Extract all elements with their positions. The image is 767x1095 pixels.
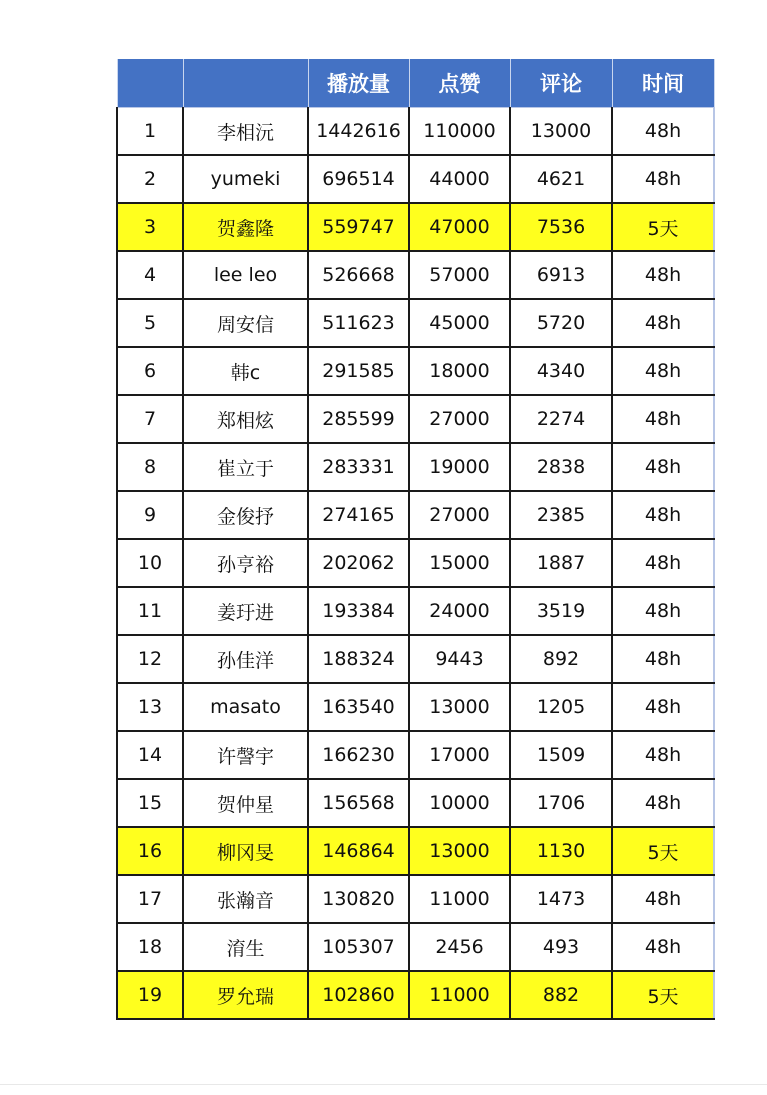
likes-cell: 27000 [409,491,510,539]
header-name [183,59,308,108]
comments-cell: 2385 [510,491,612,539]
likes-cell: 110000 [409,108,510,156]
time-cell: 48h [612,443,714,491]
rank-cell: 5 [117,299,183,347]
rank-cell: 4 [117,251,183,299]
header-comments: 评论 [510,59,612,108]
time-cell: 48h [612,251,714,299]
comments-cell: 2274 [510,395,612,443]
likes-cell: 15000 [409,539,510,587]
time-cell: 48h [612,299,714,347]
table-row [117,971,714,1019]
plays-cell: 291585 [308,347,409,395]
header-rank [117,59,183,108]
name-cell: 罗允瑞 [183,971,308,1019]
plays-cell: 163540 [308,683,409,731]
name-cell: 贺鑫隆 [183,203,308,251]
table-row [117,299,714,347]
table-row [117,443,714,491]
likes-cell: 44000 [409,155,510,203]
likes-cell: 2456 [409,923,510,971]
time-cell: 5天 [612,827,714,875]
time-cell: 5天 [612,971,714,1019]
rank-cell: 11 [117,587,183,635]
likes-cell: 11000 [409,875,510,923]
rank-cell: 9 [117,491,183,539]
rank-cell: 12 [117,635,183,683]
likes-cell: 13000 [409,683,510,731]
name-cell: masato [183,683,308,731]
plays-cell: 130820 [308,875,409,923]
table-row [117,587,714,635]
rank-cell: 1 [117,108,183,156]
rank-cell: 13 [117,683,183,731]
likes-cell: 9443 [409,635,510,683]
rank-cell: 10 [117,539,183,587]
comments-cell: 6913 [510,251,612,299]
comments-cell: 5720 [510,299,612,347]
time-cell: 48h [612,635,714,683]
likes-cell: 19000 [409,443,510,491]
rank-cell: 19 [117,971,183,1019]
time-cell: 48h [612,539,714,587]
plays-cell: 696514 [308,155,409,203]
likes-cell: 27000 [409,395,510,443]
comments-cell: 13000 [510,108,612,156]
likes-cell: 10000 [409,779,510,827]
plays-cell: 511623 [308,299,409,347]
rank-cell: 3 [117,203,183,251]
likes-cell: 45000 [409,299,510,347]
name-cell: 郑相炫 [183,395,308,443]
name-cell: 柳冈旻 [183,827,308,875]
plays-cell: 166230 [308,731,409,779]
name-cell: 张瀚音 [183,875,308,923]
table-row [117,108,714,156]
table-row [117,923,714,971]
comments-cell: 1205 [510,683,612,731]
table-row [117,683,714,731]
table-row [117,827,714,875]
comments-cell: 1130 [510,827,612,875]
ranking-sheet [116,59,713,1020]
time-cell: 48h [612,155,714,203]
header-time: 时间 [612,59,714,108]
plays-cell: 193384 [308,587,409,635]
header-row [117,59,714,108]
likes-cell: 18000 [409,347,510,395]
rank-cell: 18 [117,923,183,971]
name-cell: 孙佳洋 [183,635,308,683]
name-cell: 周安信 [183,299,308,347]
time-cell: 48h [612,923,714,971]
header-plays: 播放量 [308,59,409,108]
comments-cell: 1473 [510,875,612,923]
time-cell: 48h [612,779,714,827]
rank-cell: 2 [117,155,183,203]
likes-cell: 13000 [409,827,510,875]
name-cell: 崔立于 [183,443,308,491]
plays-cell: 274165 [308,491,409,539]
time-cell: 48h [612,587,714,635]
table-body [117,108,714,1020]
table-row [117,635,714,683]
plays-cell: 156568 [308,779,409,827]
rank-cell: 8 [117,443,183,491]
time-cell: 48h [612,347,714,395]
name-cell: 韩c [183,347,308,395]
time-cell: 48h [612,395,714,443]
table-row [117,155,714,203]
likes-cell: 17000 [409,731,510,779]
time-cell: 48h [612,491,714,539]
comments-cell: 4621 [510,155,612,203]
likes-cell: 11000 [409,971,510,1019]
table-row [117,491,714,539]
comments-cell: 2838 [510,443,612,491]
comments-cell: 7536 [510,203,612,251]
comments-cell: 4340 [510,347,612,395]
plays-cell: 146864 [308,827,409,875]
plays-cell: 202062 [308,539,409,587]
time-cell: 48h [612,875,714,923]
page-divider [0,1084,767,1085]
plays-cell: 283331 [308,443,409,491]
plays-cell: 102860 [308,971,409,1019]
plays-cell: 188324 [308,635,409,683]
plays-cell: 559747 [308,203,409,251]
name-cell: 金俊抒 [183,491,308,539]
name-cell: 孙亨裕 [183,539,308,587]
plays-cell: 526668 [308,251,409,299]
comments-cell: 1706 [510,779,612,827]
name-cell: 淯生 [183,923,308,971]
table-row [117,347,714,395]
time-cell: 5天 [612,203,714,251]
likes-cell: 47000 [409,203,510,251]
table-row [117,203,714,251]
table-row [117,731,714,779]
time-cell: 48h [612,731,714,779]
table-row [117,779,714,827]
rank-cell: 15 [117,779,183,827]
name-cell: lee leo [183,251,308,299]
plays-cell: 1442616 [308,108,409,156]
name-cell: 李相沅 [183,108,308,156]
ranking-table [116,59,715,1020]
header-likes: 点赞 [409,59,510,108]
likes-cell: 24000 [409,587,510,635]
comments-cell: 892 [510,635,612,683]
table-row [117,395,714,443]
comments-cell: 3519 [510,587,612,635]
rank-cell: 16 [117,827,183,875]
comments-cell: 1887 [510,539,612,587]
name-cell: yumeki [183,155,308,203]
time-cell: 48h [612,108,714,156]
rank-cell: 7 [117,395,183,443]
name-cell: 姜玗进 [183,587,308,635]
rank-cell: 14 [117,731,183,779]
table-row [117,875,714,923]
plays-cell: 285599 [308,395,409,443]
likes-cell: 57000 [409,251,510,299]
name-cell: 贺仲星 [183,779,308,827]
rank-cell: 17 [117,875,183,923]
time-cell: 48h [612,683,714,731]
table-row [117,251,714,299]
name-cell: 许謦宇 [183,731,308,779]
plays-cell: 105307 [308,923,409,971]
rank-cell: 6 [117,347,183,395]
comments-cell: 493 [510,923,612,971]
comments-cell: 882 [510,971,612,1019]
table-row [117,539,714,587]
comments-cell: 1509 [510,731,612,779]
